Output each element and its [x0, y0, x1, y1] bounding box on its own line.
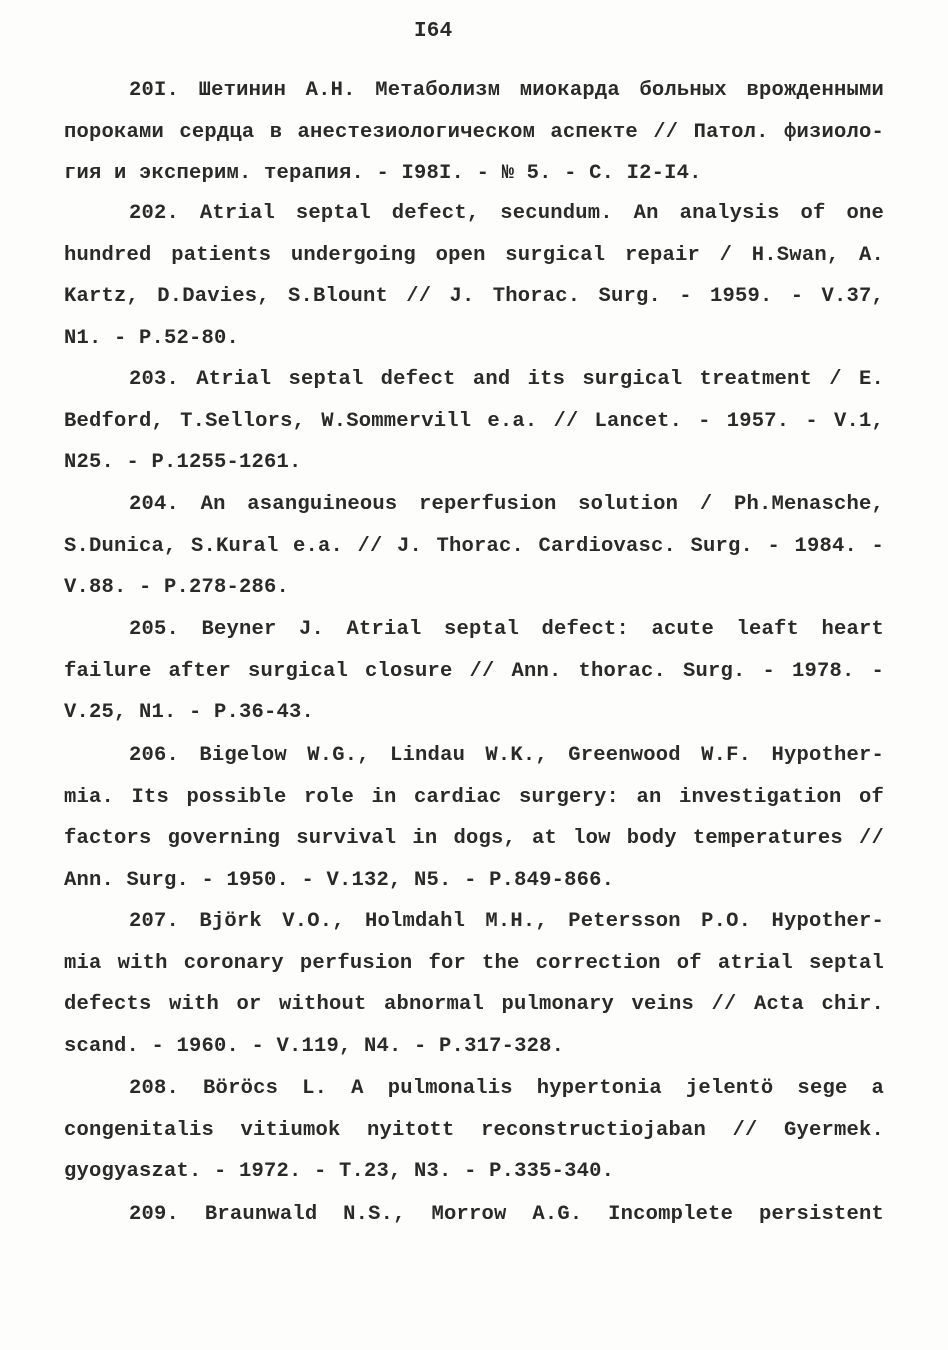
reference-line: N1. - P.52-80.: [64, 326, 240, 350]
reference-line: mia with coronary perfusion for the correction of atrial septal: [64, 951, 884, 975]
reference-207: [64, 901, 884, 1067]
reference-line: 208. Böröcs L. A pulmonalis hypertonia jelentö sege a: [129, 1077, 884, 1100]
reference-208: [64, 1068, 884, 1193]
reference-line: 207. Björk V.O., Holmdahl M.H., Petersson P.O. Hypother-: [129, 910, 884, 933]
reference-line: mia. Its possible role in cardiac surgery: an investigation of: [64, 785, 884, 809]
reference-line: гия и эксперим. терапия. - I98I. - № 5. - С. I2-I4.: [64, 162, 702, 185]
reference-line: V.25, N1. - P.36-43.: [64, 701, 315, 724]
reference-line: Bedford, T.Sellors, W.Sommervill e.a. // Lancet. - 1957. - V.1,: [64, 409, 884, 433]
reference-202: [64, 193, 884, 359]
reference-203: [64, 359, 884, 484]
reference-line: 206. Bigelow W.G., Lindau W.K., Greenwood W.F. Hypother-: [129, 744, 884, 767]
reference-205: [64, 609, 884, 734]
reference-line: 202. Atrial septal defect, secundum. An analysis of one: [129, 202, 884, 225]
reference-line: failure after surgical closure // Ann. thorac. Surg. - 1978. -: [64, 659, 884, 683]
reference-line: 203. Atrial septal defect and its surgical treatment / E.: [129, 368, 884, 391]
reference-line: 205. Beyner J. Atrial septal defect: acute leaft heart: [129, 618, 884, 641]
reference-201: [64, 70, 884, 195]
page-number: I64: [414, 20, 453, 43]
reference-line: congenitalis vitiumok nyitott reconstructiojaban // Gyermek.: [64, 1118, 884, 1142]
reference-line: Ann. Surg. - 1950. - V.132, N5. - P.849-866.: [64, 868, 615, 892]
reference-line: пороками сердца в анестезиологическом аспекте // Патол. физиоло-: [64, 120, 884, 144]
reference-line: N25. - P.1255-1261.: [64, 451, 302, 474]
reference-line: 20I. Шетинин А.Н. Метаболизм миокарда больных врожденными: [129, 79, 884, 102]
reference-line: gyogyaszat. - 1972. - T.23, N3. - P.335-340.: [64, 1160, 615, 1183]
reference-204: [64, 484, 884, 609]
reference-line: S.Dunica, S.Kural e.a. // J. Thorac. Cardiovasc. Surg. - 1984. -: [64, 534, 884, 558]
reference-line: factors governing survival in dogs, at low body temperatures //: [64, 827, 884, 850]
reference-line: 209. Braunwald N.S., Morrow A.G. Incomplete persistent: [129, 1203, 884, 1226]
reference-line: defects with or without abnormal pulmonary veins // Acta chir.: [64, 993, 884, 1016]
reference-line: Kartz, D.Davies, S.Blount // J. Thorac. Surg. - 1959. - V.37,: [64, 285, 884, 308]
reference-line: scand. - 1960. - V.119, N4. - P.317-328.: [64, 1034, 565, 1058]
reference-line: V.88. - P.278-286.: [64, 576, 290, 599]
reference-206: [64, 735, 884, 901]
reference-209: [64, 1194, 884, 1236]
reference-line: 204. An asanguineous reperfusion solution / Ph.Menasche,: [129, 493, 884, 516]
reference-line: hundred patients undergoing open surgical repair / H.Swan, A.: [64, 243, 884, 267]
